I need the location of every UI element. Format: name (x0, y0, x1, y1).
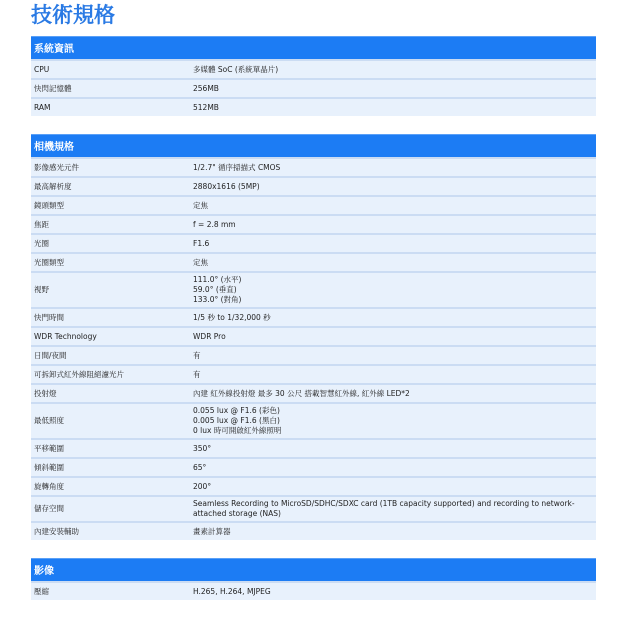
spec-value-line: 定焦 (193, 257, 208, 267)
spec-label: 內建安裝輔助 (34, 526, 79, 536)
spec-value-line: 65° (193, 462, 207, 472)
spec-section (31, 36, 596, 116)
spec-value (193, 237, 596, 251)
section-header: 影像 (31, 558, 596, 581)
spec-value-line: 1/2.7" 循序掃描式 CMOS (193, 162, 281, 172)
spec-value (193, 180, 596, 194)
spec-row (31, 402, 596, 438)
spec-value (193, 349, 596, 363)
spec-value-line: 200° (193, 481, 212, 491)
spec-page (31, 0, 596, 618)
spec-value-line: 512MB (193, 102, 219, 112)
spec-row (31, 476, 596, 495)
spec-row (31, 78, 596, 97)
spec-value-line: 內建 紅外線投射燈 最多 30 公尺 搭載智慧紅外線, 紅外線 LED*2 (193, 388, 410, 398)
spec-row (31, 345, 596, 364)
spec-value-line: 59.0° (垂直) (193, 285, 237, 294)
spec-value (193, 311, 596, 325)
spec-label: 平移範圍 (34, 443, 64, 453)
spec-value (193, 256, 596, 270)
spec-row (31, 252, 596, 271)
spec-value-line: 111.0° (水平) (193, 275, 242, 284)
spec-value (193, 461, 596, 475)
spec-value-line: 2880x1616 (5MP) (193, 181, 260, 191)
spec-label: 快門時間 (34, 312, 64, 322)
spec-label: 最低照度 (34, 416, 64, 425)
spec-value-line: 133.0° (對角) (193, 295, 242, 304)
spec-label: 光圈 (34, 238, 49, 248)
spec-section (31, 134, 596, 540)
spec-row (31, 438, 596, 457)
spec-value-line: 0.055 lux @ F1.6 (彩色) (193, 406, 280, 415)
spec-row (31, 271, 596, 307)
spec-row (31, 364, 596, 383)
spec-label: 光圈類型 (34, 257, 64, 267)
spec-value-line: F1.6 (193, 238, 210, 248)
spec-label: 傾斜範圍 (34, 462, 64, 472)
spec-value (193, 330, 596, 344)
spec-row (31, 457, 596, 476)
spec-value-line: H.265, H.264, MJPEG (193, 586, 271, 596)
spec-row (31, 59, 596, 78)
spec-label: 日間/夜間 (34, 350, 67, 360)
spec-row (31, 195, 596, 214)
spec-row (31, 307, 596, 326)
spec-row (31, 176, 596, 195)
spec-value (193, 480, 596, 494)
spec-value (193, 368, 596, 382)
spec-row (31, 233, 596, 252)
spec-value-line: 畫素計算器 (193, 526, 231, 536)
spec-label: RAM (34, 102, 51, 112)
spec-label: CPU (34, 64, 50, 74)
spec-value (193, 63, 596, 77)
spec-sections (31, 36, 596, 600)
spec-row (31, 157, 596, 176)
spec-value-line: 1/5 秒 to 1/32,000 秒 (193, 312, 271, 322)
spec-value (193, 585, 596, 599)
spec-label: WDR Technology (34, 331, 97, 341)
spec-label: 儲存空間 (34, 504, 64, 513)
spec-value-line: 有 (193, 350, 201, 360)
spec-row (31, 521, 596, 540)
spec-value-line: 多媒體 SoC (系統單晶片) (193, 64, 279, 74)
spec-value-line: 256MB (193, 83, 219, 93)
spec-label: 可拆卸式紅外線阻絕濾光片 (34, 369, 124, 379)
spec-value (193, 525, 596, 539)
spec-value (193, 101, 596, 115)
spec-value-line: f = 2.8 mm (193, 219, 236, 229)
spec-value-line: 有 (193, 369, 201, 379)
spec-label: 鏡頭類型 (34, 200, 64, 210)
spec-label: 投射燈 (34, 388, 57, 398)
spec-row (31, 581, 596, 600)
spec-value (193, 442, 596, 456)
spec-value (193, 387, 596, 401)
spec-label: 焦距 (34, 219, 49, 229)
section-header: 系統資訊 (31, 36, 596, 59)
spec-label: 旋轉角度 (34, 481, 64, 491)
spec-value-line: WDR Pro (193, 331, 226, 341)
spec-value-line: Seamless Recording to MicroSD/SDHC/SDXC card (1TB capacity supported) and recording to network-attached storage (NAS) (193, 499, 575, 518)
spec-row (31, 383, 596, 402)
spec-row (31, 214, 596, 233)
spec-value (193, 199, 596, 213)
section-header: 相機規格 (31, 134, 596, 157)
spec-value-line: 350° (193, 443, 212, 453)
spec-value (193, 404, 596, 438)
spec-label: 壓縮 (34, 586, 49, 596)
spec-row (31, 97, 596, 116)
spec-row (31, 495, 596, 521)
spec-label: 最高解析度 (34, 181, 72, 191)
spec-row (31, 326, 596, 345)
spec-label: 快閃記憶體 (34, 83, 72, 93)
spec-section (31, 558, 596, 600)
spec-value-line: 定焦 (193, 200, 208, 210)
spec-value (193, 218, 596, 232)
page-title: 技術規格 (31, 3, 115, 27)
spec-value (193, 497, 596, 521)
spec-label: 影像感光元件 (34, 162, 79, 172)
spec-value (193, 82, 596, 96)
spec-value-line: 0 lux 時可開啟紅外線照明 (193, 426, 282, 435)
spec-value-line: 0.005 lux @ F1.6 (黑白) (193, 416, 280, 425)
spec-value (193, 273, 596, 307)
spec-value (193, 161, 596, 175)
spec-label: 視野 (34, 285, 49, 294)
